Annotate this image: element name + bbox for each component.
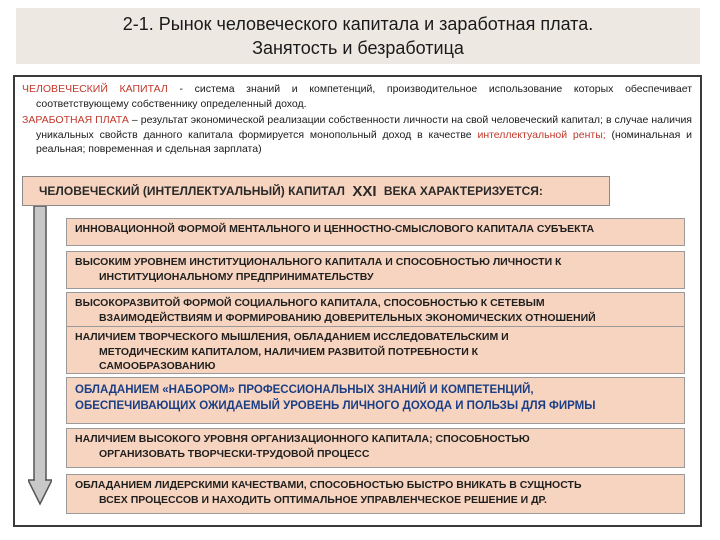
item-text: НАЛИЧИЕМ ТВОРЧЕСКОГО МЫШЛЕНИЯ, ОБЛАДАНИЕМ ИССЛЕДОВАТЕЛЬСКИМ И (75, 331, 509, 343)
definition-human-capital (22, 82, 692, 111)
item-text: ВЗАИМОДЕЙСТВИЯМ И ФОРМИРОВАНИЮ ДОВЕРИТЕЛЬНЫХ ЭКОНОМИЧЕСКИХ ОТНОШЕНИЙ (99, 311, 596, 324)
item-text: ОБЛАДАНИЕМ ЛИДЕРСКИМИ КАЧЕСТВАМИ, СПОСОБНОСТЬЮ БЫСТРО ВНИКАТЬ В СУЩНОСТЬ (75, 479, 582, 491)
item-text: ИНСТИТУЦИОНАЛЬНОМУ ПРЕДПРИНИМАТЕЛЬСТВУ (99, 270, 374, 283)
characteristics-header (22, 176, 610, 206)
item-text: НАЛИЧИЕМ ВЫСОКОГО УРОВНЯ ОРГАНИЗАЦИОННОГО КАПИТАЛА; СПОСОБНОСТЬЮ (75, 433, 530, 445)
characteristic-item-2 (66, 251, 685, 289)
slide-title (16, 8, 700, 64)
definition-text: капитал; в случае наличия уникальных свойств данного капитала формируется монопольный доход в (36, 114, 692, 141)
item-text: ВСЕХ ПРОЦЕССОВ И НАХОДИТЬ ОПТИМАЛЬНОЕ УПРАВЛЕНЧЕСКОЕ РЕШЕНИЕ И ДР. (99, 493, 547, 506)
item-text: ОБЛАДАНИЕМ «НАБОРОМ» ПРОФЕССИОНАЛЬНЫХ ЗНАНИЙ И КОМПЕТЕНЦИЙ, (75, 384, 534, 396)
characteristic-item-5 (66, 377, 685, 424)
characteristic-item-3 (66, 292, 685, 330)
definition-text: обеспечивает соответствующему собственнику определенный доход. (36, 83, 692, 110)
definition-text: – результат экономической реализации собственности личности на свой человеческий (128, 114, 559, 126)
item-text: ВЫСОКИМ УРОВНЕМ ИНСТИТУЦИОНАЛЬНОГО КАПИТАЛА И СПОСОБНОСТЬЮ ЛИЧНОСТИ К (75, 256, 562, 268)
definition-text: (номинальная и реальная; повременная и сдельная зарплата) (36, 128, 692, 155)
item-text: САМООБРАЗОВАНИЮ (99, 360, 216, 372)
title-line-1: 2-1. Рынок человеческого капитала и заработная плата. (122, 14, 594, 34)
characteristic-item-4 (66, 326, 685, 374)
down-arrow-icon (28, 206, 52, 506)
definition-text: качестве (428, 128, 478, 141)
title-line-2: Занятость и безработица (252, 38, 464, 58)
item-text: ВЫСОКОРАЗВИТОЙ ФОРМОЙ СОЦИАЛЬНОГО КАПИТАЛА, СПОСОБНОСТЬЮ К СЕТЕВЫМ (75, 297, 545, 309)
item-text: МЕТОДИЧЕСКИМ КАПИТАЛОМ, НАЛИЧИЕМ РАЗВИТОЙ ПОТРЕБНОСТИ К (99, 345, 479, 358)
item-text: ИННОВАЦИОННОЙ ФОРМОЙ МЕНТАЛЬНОГО И ЦЕННОСТНО-СМЫСЛОВОГО КАПИТАЛА СУБЪЕКТА (75, 223, 595, 235)
item-text: ОРГАНИЗОВАТЬ ТВОРЧЕСКИ-ТРУДОВОЙ ПРОЦЕСС (99, 447, 370, 460)
intellectual-rent-highlight: интеллектуальной ренты; (477, 128, 606, 141)
term-human-capital: ЧЕЛОВЕЧЕСКИЙ КАПИТАЛ (22, 83, 168, 95)
definitions-block (22, 82, 692, 159)
characteristic-item-7 (66, 474, 685, 514)
header-text: ВЕКА ХАРАКТЕРИЗУЕТСЯ: (383, 184, 543, 198)
characteristic-item-6 (66, 428, 685, 468)
term-wage: ЗАРАБОТНАЯ ПЛАТА (22, 114, 129, 126)
header-century: XXI (352, 182, 377, 200)
definition-wage (22, 113, 692, 157)
header-text: ЧЕЛОВЕЧЕСКИЙ (ИНТЕЛЛЕКТУАЛЬНЫЙ) КАПИТАЛ (39, 184, 345, 198)
definition-text: - система знаний и компетенций, производительное использование которых (167, 83, 614, 95)
characteristic-item-1 (66, 218, 685, 246)
item-text: ОБЕСПЕЧИВАЮЩИХ ОЖИДАЕМЫЙ УРОВЕНЬ ЛИЧНОГО ДОХОДА И ПОЛЬЗЫ ДЛЯ ФИРМЫ (75, 400, 596, 412)
